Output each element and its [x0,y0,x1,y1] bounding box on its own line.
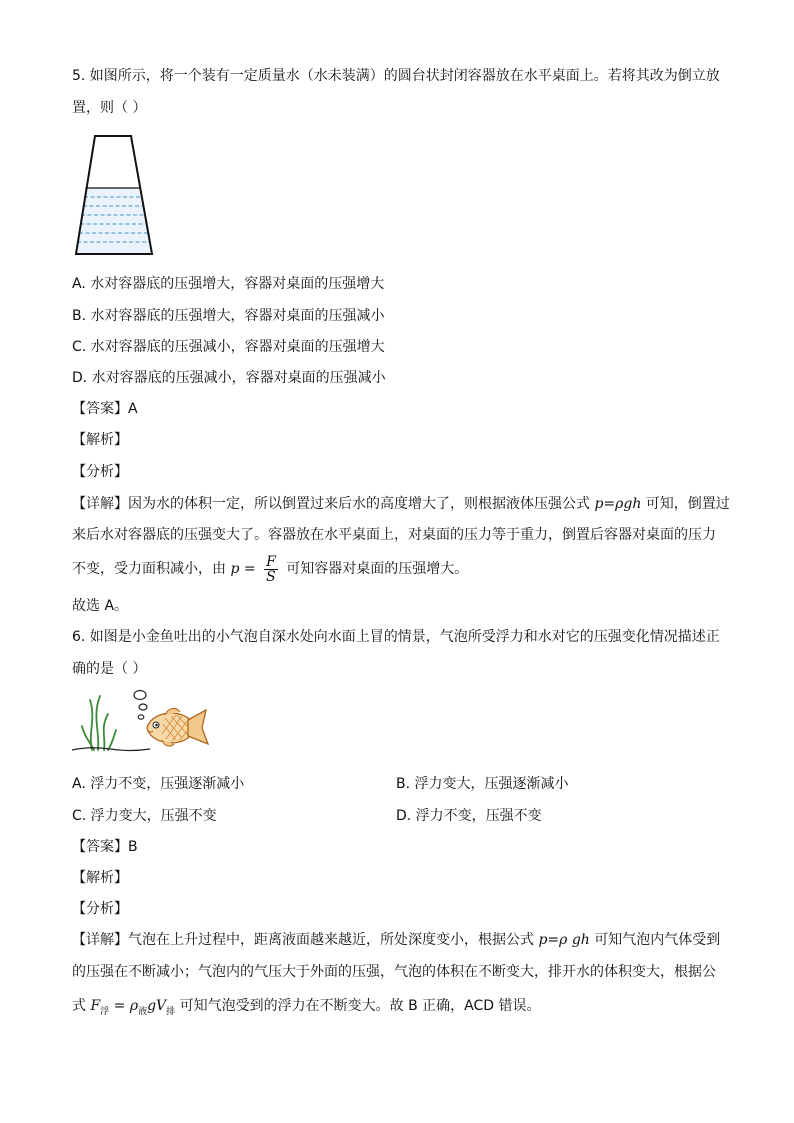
q6-detail-line2: 的压强在不断减小；气泡内的气压大于外面的压强，气泡的体积在不断变大，排开水的体积变大，根据公 [72,964,716,980]
seaweed [82,696,116,750]
q5-detail-line1 [72,494,730,514]
q6-stem-line1: 6. 如图是小金鱼吐出的小气泡自深水处向水面上冒的情景，气泡所受浮力和水对它的压强变化情况描述正 [72,629,720,645]
q5-analysis-label: 【解析】 [72,432,128,448]
q5-option-b: B. 水对容器底的压强增大，容器对桌面的压强减小 [72,308,385,324]
water-fill [76,188,152,254]
bubble-medium [139,704,147,710]
q6-detail-text-tail: 可知气泡内气体受到 [589,932,721,948]
q5-option-d: D. 水对容器底的压强减小，容器对桌面的压强减小 [72,370,386,386]
bubbles [134,691,147,720]
q5-conclusion: 故选 A。 [72,598,129,614]
q6-detail-text: 式 [72,998,91,1014]
q6-detail-text-tail: 可知气泡受到的浮力在不断变大。故 B 正确，ACD 错误。 [175,998,541,1014]
q6-analysis-label: 【解析】 [72,870,128,886]
q6-detail-line1 [72,930,720,950]
q5-fraction-den: S [266,568,276,585]
q5-stem-line1: 5. 如图所示，将一个装有一定质量水（水未装满）的圆台状封闭容器放在水平桌面上。若将其改为倒立放 [72,68,720,84]
q5-fraction [264,555,278,584]
bubble-large [134,691,146,700]
q6-option-a: A. 浮力不变，压强逐渐减小 [72,776,245,792]
q6-option-d: D. 浮力不变，压强不变 [396,808,542,824]
q6-detail-text: 【详解】气泡在上升过程中，距离液面越来越近，所处深度变小，根据公式 [72,932,539,948]
q6-answer: 【答案】B [72,839,138,855]
q6-formula-V-sub: 排 [166,1006,176,1017]
q5-formula-p: p [230,561,240,577]
q6-formula-rho: ρ [129,998,139,1014]
q6-fenxi-label: 【分析】 [72,901,128,917]
ground-line [72,748,150,751]
q5-detail-text: 不变，受力面积减小，由 [72,561,231,577]
q6-detail-line3 [72,996,540,1022]
q5-formula-eq: = [239,561,261,577]
q5-detail-text: 【详解】因为水的体积一定，所以倒置过来后水的高度增大了，则根据液体压强公式 [72,496,595,512]
q5-detail-line3 [72,552,468,586]
goldfish-figure [70,686,212,758]
q6-formula: p=ρ gh [538,932,590,948]
q6-stem-line2: 确的是（ ） [72,661,147,677]
q5-detail-text-tail: 可知，倒置过 [641,496,730,512]
q6-formula-gV: gV [147,998,167,1014]
q5-formula: p=ρgh [594,496,642,512]
q5-stem-line2: 置，则（ ） [72,100,147,116]
q6-formula-F-sub: 浮 [100,1006,110,1017]
q5-option-a: A. 水对容器底的压强增大，容器对桌面的压强增大 [72,276,385,292]
q5-fenxi-label: 【分析】 [72,464,128,480]
q6-formula-eq: = [109,998,130,1014]
q6-option-c: C. 浮力变大，压强不变 [72,808,217,824]
container-figure [72,133,156,257]
q5-answer: 【答案】A [72,401,138,417]
q5-detail-line2: 来后水对容器底的压强变大了。容器放在水平桌面上，对桌面的压力等于重力，倒置后容器对桌面的压力 [72,527,716,543]
q5-fraction-num: F [266,553,276,570]
q5-detail-text-tail: 可知容器对桌面的压强增大。 [281,561,469,577]
q6-option-b: B. 浮力变大，压强逐渐减小 [396,776,569,792]
goldfish [147,708,208,746]
q6-formula-rho-sub: 液 [138,1006,148,1017]
q6-formula-F: F [90,998,101,1014]
q5-option-c: C. 水对容器底的压强减小，容器对桌面的压强增大 [72,339,385,355]
bubble-small [138,715,144,719]
